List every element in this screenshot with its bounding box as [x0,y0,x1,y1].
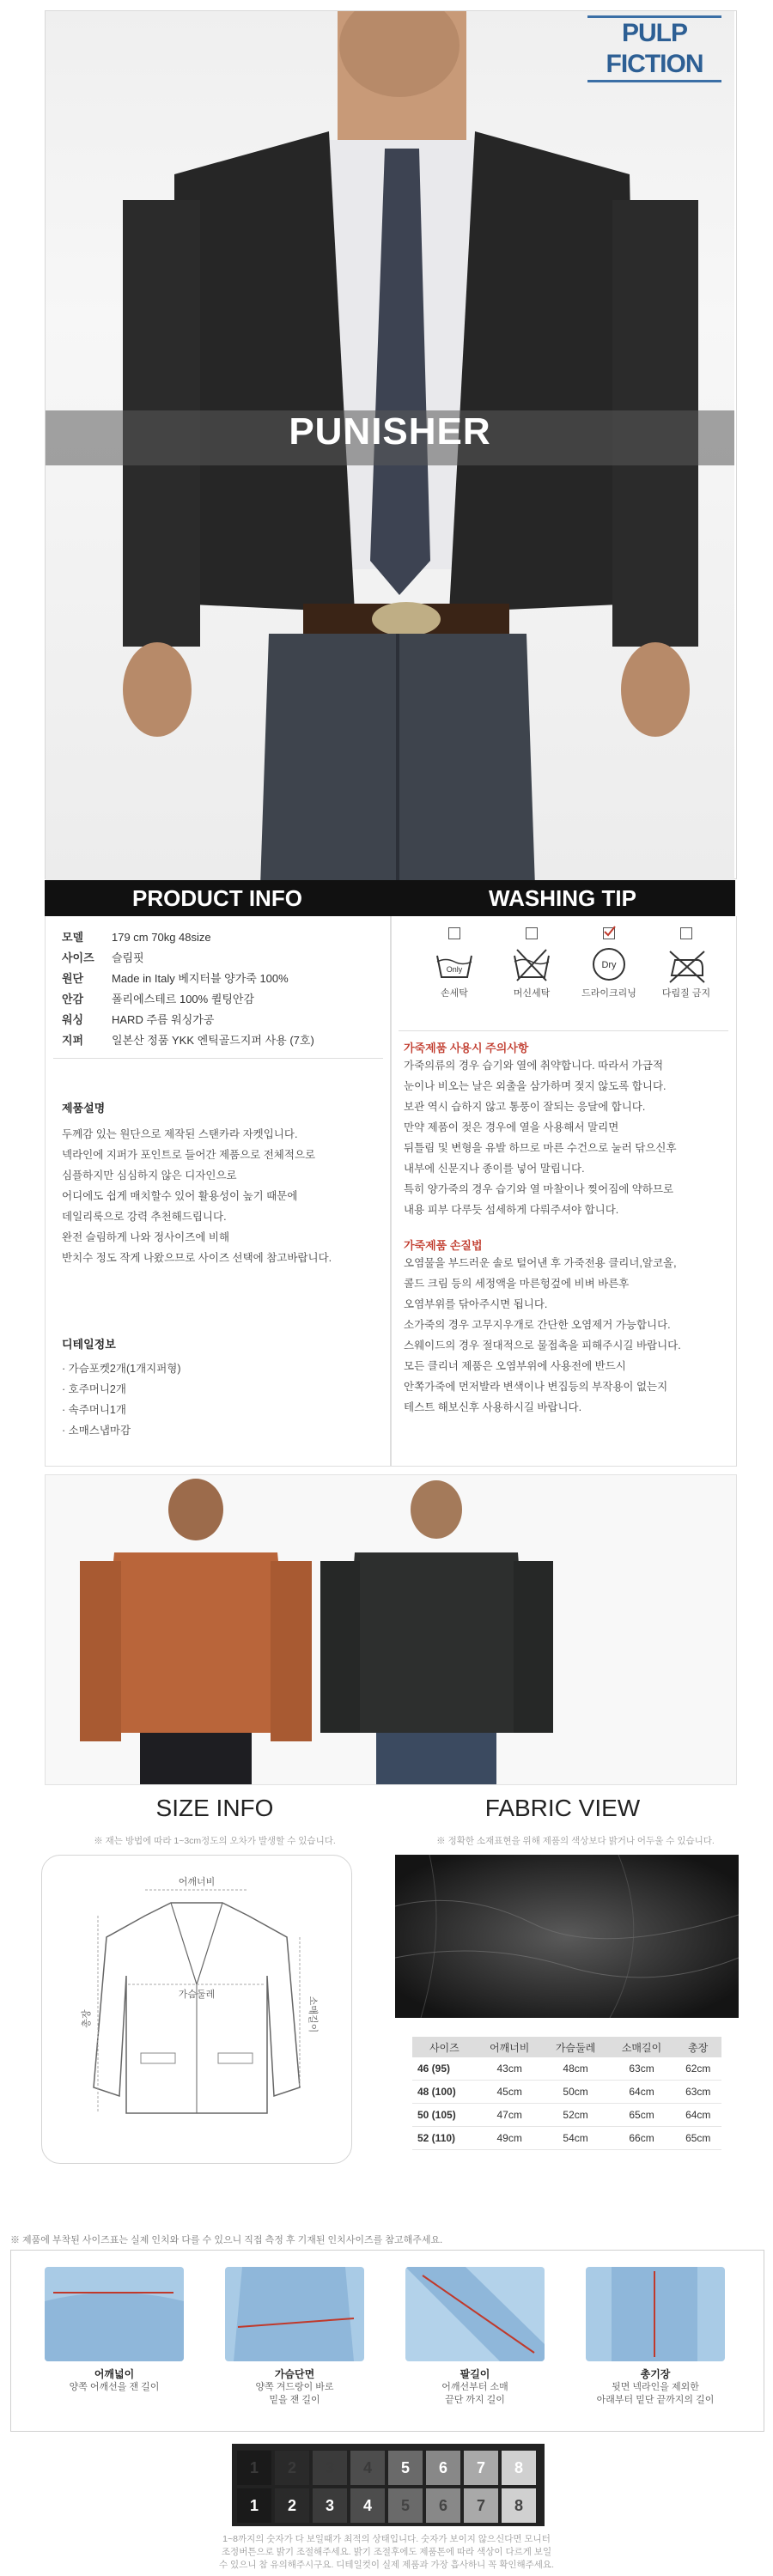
length-measure-photo [586,2267,725,2361]
divider [53,1058,383,1059]
info-row: 워싱 HARD 주름 워싱가공 [62,1013,215,1026]
shade-swatch: 8 [502,2488,536,2523]
info-row: 원단 Made in Italy 베지터블 양가죽 100% [62,972,289,985]
leather-texture [395,1855,739,2018]
table-row: 46 (95) 43cm 48cm 63cm 62cm [412,2057,721,2081]
care-line: 안쪽가죽에 먼저발라 변색이나 변집등의 부작용이 없는지 [404,1381,668,1393]
measure-desc: 뒷면 넥라인을 제외한 아래부터 밑단 끝까지의 길이 [596,2382,715,2405]
desc-line: 어디에도 쉽게 매치할수 있어 활용성이 높기 때문에 [62,1190,298,1202]
leather-caution [404,1039,730,1220]
size-note: ※ 재는 방법에 따라 1~3cm정도의 오차가 발생할 수 있습니다. [94,1836,336,1846]
dry-clean-icon [587,943,630,986]
wash-item [648,927,725,999]
measure-caption [45,2366,184,2394]
shade-swatch: 4 [350,2488,385,2523]
brand-line2: FICTION [606,50,703,78]
size-table [412,2037,721,2150]
size-col: 사이즈 [412,2037,477,2057]
size-info-title: SIZE INFO [155,1795,274,1821]
checkbox-icon [680,927,692,939]
caution-line: 특히 양가죽의 경우 습기와 열 마찰이나 찢어짐에 약하므로 [404,1183,674,1195]
size-diagram [41,1855,352,2164]
caution-line: 가죽의류의 경우 습기와 열에 취약합니다. 따라서 가급적 [404,1060,664,1072]
shade-swatches-inverse [232,2488,545,2523]
care-line: 소가죽의 경우 고무지우개로 간단한 오염제거 가능합니다. [404,1319,671,1331]
caution-line: 내부에 신문지나 종이를 넣어 말립니다. [404,1163,585,1175]
photo-row [45,1474,737,1785]
shade-swatches [232,2444,545,2488]
chest-label: 가슴둘레 [178,1990,216,2000]
measure-label: 어깨넓이 [94,2368,135,2380]
measure-desc: 양쪽 어깨선을 잰 길이 [69,2382,160,2392]
table-row: 52 (110) 49cm 54cm 66cm 65cm [412,2127,721,2150]
shade-swatch: 5 [388,2451,423,2485]
care-line: 모든 클리너 제품은 오염부위에 사용전에 반드시 [404,1360,626,1372]
fabric-note: ※ 정확한 소재표현을 위해 제품의 색상보다 밝거나 어두울 수 있습니다. [436,1836,715,1846]
detail-item: · 소매스냅마감 [62,1425,131,1437]
product-description [62,1099,388,1268]
info-row: 모델 179 cm 70kg 48size [62,931,211,944]
product-description-title: 제품설명 [62,1102,106,1115]
detail-item: · 호주머니2개 [62,1383,126,1395]
checkbox-icon [526,927,538,939]
measure-note: ※ 제품에 부착된 사이즈표는 실제 인치와 다를 수 있으니 직접 측정 후 기재된 인치사이즈를 참고해주세요. [10,2235,443,2245]
shade-swatch: 5 [388,2488,423,2523]
shade-swatch: 3 [313,2451,347,2485]
check-icon [603,925,617,939]
sleeve-measure-photo [405,2267,545,2361]
measure-card-shoulder [45,2267,184,2361]
care-line: 스웨이드의 경우 절대적으로 물접촉을 피해주시길 바랍니다. [404,1340,681,1352]
fabric-swatch-photo [395,1855,739,2018]
footer-line: 1~8까지의 숫자가 다 보일때가 최적의 상태입니다. 숫자가 보이지 않으신다면 모니터 [222,2534,551,2544]
care-line: 오염물을 부드러운 솔로 털어낸 후 가죽전용 클리너,알코올, [404,1257,677,1269]
desc-line: 두께감 있는 원단으로 제작된 스탠카라 자켓입니다. [62,1128,298,1140]
measure-card-chest [225,2267,364,2361]
shade-swatch: 7 [464,2451,498,2485]
footer-line: 조정버튼으로 밝기 조절해주세요. 밝기 조절후에도 제품톤에 따라 색상이 다르게 보일 [221,2547,552,2557]
measure-desc: 양쪽 겨드랑이 바로 밑을 잰 길이 [255,2382,334,2405]
shade-swatch: 3 [313,2488,347,2523]
sleeve-label: 소매길이 [307,1996,318,2033]
washing-tip-header: WASHING TIP [390,880,735,916]
size-table-wrap [412,2037,721,2150]
divider [399,1030,728,1031]
measure-desc: 어깨선부터 소매 끝단 까지 길이 [441,2382,508,2405]
care-line: 테스트 해보신후 사용하시길 바랍니다. [404,1401,582,1413]
shoulder-label: 어깨너비 [178,1877,216,1887]
sleeve-col: 소매길이 [609,2037,675,2057]
table-row: 48 (100) 45cm 50cm 64cm 63cm [412,2081,721,2104]
caution-line: 만약 제품이 젖은 경우에 열을 사용해서 말리면 [404,1121,619,1133]
care-line: 오염부위를 닦아주시면 됩니다. [404,1298,548,1310]
wash-label: 드라이크리닝 [581,988,636,999]
detail-info-title: 디테일정보 [62,1338,116,1351]
chest-col: 가슴둘레 [543,2037,609,2057]
caution-line: 눈이나 비오는 날은 외출을 삼가하며 젖지 않도록 합니다. [404,1080,666,1092]
product-title: PUNISHER [289,410,491,453]
shoulder-col: 어깨너비 [477,2037,543,2057]
wash-item [493,927,570,999]
measure-caption [225,2366,364,2407]
calibration-strip [232,2444,545,2526]
caution-line: 내용 피부 다루듯 섬세하게 다뤄주셔야 합니다. [404,1204,619,1216]
care-line: 콜드 크림 등의 세정액을 마른헝겊에 비벼 바른후 [404,1278,630,1290]
wash-label: 손세탁 [441,988,468,999]
shade-swatch: 2 [275,2488,309,2523]
checkbox-icon [603,927,615,939]
footer-note [163,2533,610,2572]
detail-info [62,1335,388,1441]
measure-label: 가슴단면 [274,2368,315,2380]
machine-wash-icon [510,943,553,986]
brand-line1: PULP [621,19,687,47]
measure-label: 총기장 [640,2368,671,2380]
shade-swatch: 1 [237,2488,271,2523]
color-variants-photo [46,1475,736,1784]
hand-wash-tag: Only [446,965,463,974]
desc-line: 넥라인에 지퍼가 포인트로 들어간 제품으로 전체적으로 [62,1149,316,1161]
care-title: 가죽제품 손질법 [404,1239,483,1252]
desc-line: 반치수 정도 작게 나왔으므로 사이즈 선택에 참고바랍니다. [62,1252,332,1264]
caution-title: 가죽제품 사용시 주의사항 [404,1042,529,1054]
measure-caption [405,2366,545,2407]
jacket-diagram [42,1856,351,2163]
wash-label: 머신세탁 [513,988,551,999]
length-col: 총장 [674,2037,721,2057]
measure-card-sleeve [405,2267,545,2361]
table-row: 50 (105) 47cm 52cm 65cm 64cm [412,2104,721,2127]
checkbox-icon [448,927,460,939]
shade-swatch: 6 [426,2488,460,2523]
measure-card-length [586,2267,725,2361]
wash-item [416,927,493,999]
shoulder-measure-photo [45,2267,184,2361]
shade-swatch: 2 [275,2451,309,2485]
leather-care [404,1236,730,1418]
length-label: 총장 [82,2009,92,2028]
detail-item: · 가슴포켓2개(1개지퍼형) [62,1363,181,1375]
measure-caption [586,2366,725,2407]
info-row: 사이즈 슬림핏 [62,951,144,964]
chest-measure-photo [225,2267,364,2361]
shade-swatch: 7 [464,2488,498,2523]
info-row: 지퍼 일본산 정품 YKK 엔틱골드지퍼 사용 (7호) [62,1034,314,1047]
desc-line: 완전 슬림하게 나와 정사이즈에 비해 [62,1231,230,1243]
shade-swatch: 4 [350,2451,385,2485]
dry-clean-tag: Dry [601,960,617,970]
wash-label: 다림질 금지 [661,988,711,999]
fabric-view-title: FABRIC VIEW [484,1795,641,1821]
desc-line: 심플하지만 심심하지 않은 디자인으로 [62,1170,237,1182]
caution-line: 보관 역시 습하지 않고 통풍이 잘되는 응달에 합니다. [404,1101,646,1113]
shade-swatch: 1 [237,2451,271,2485]
washing-icons [416,927,725,1022]
caution-line: 뒤틀림 및 변형을 유발 하므로 마른 수건으로 눌러 닦으신후 [404,1142,677,1154]
product-info-list [62,927,388,1051]
product-info-header: PRODUCT INFO [45,880,390,916]
wash-item [570,927,648,999]
no-iron-icon [665,943,708,986]
measure-label: 팔길이 [460,2368,490,2380]
desc-line: 데일리룩으로 강력 추천해드립니다. [62,1211,227,1223]
size-table-header [412,2037,721,2057]
brand-logo [581,15,728,98]
shade-swatch: 8 [502,2451,536,2485]
hand-wash-icon [433,943,476,986]
info-row: 안감 폴리에스테르 100% 퀼팅안감 [62,993,255,1005]
shade-swatch: 6 [426,2451,460,2485]
detail-item: · 속주머니1개 [62,1404,126,1416]
footer-line: 수 있으니 참 유의해주시구요. 디테일컷이 실제 제품과 가장 흡사하니 꼭 확인해주세요. [218,2560,554,2570]
